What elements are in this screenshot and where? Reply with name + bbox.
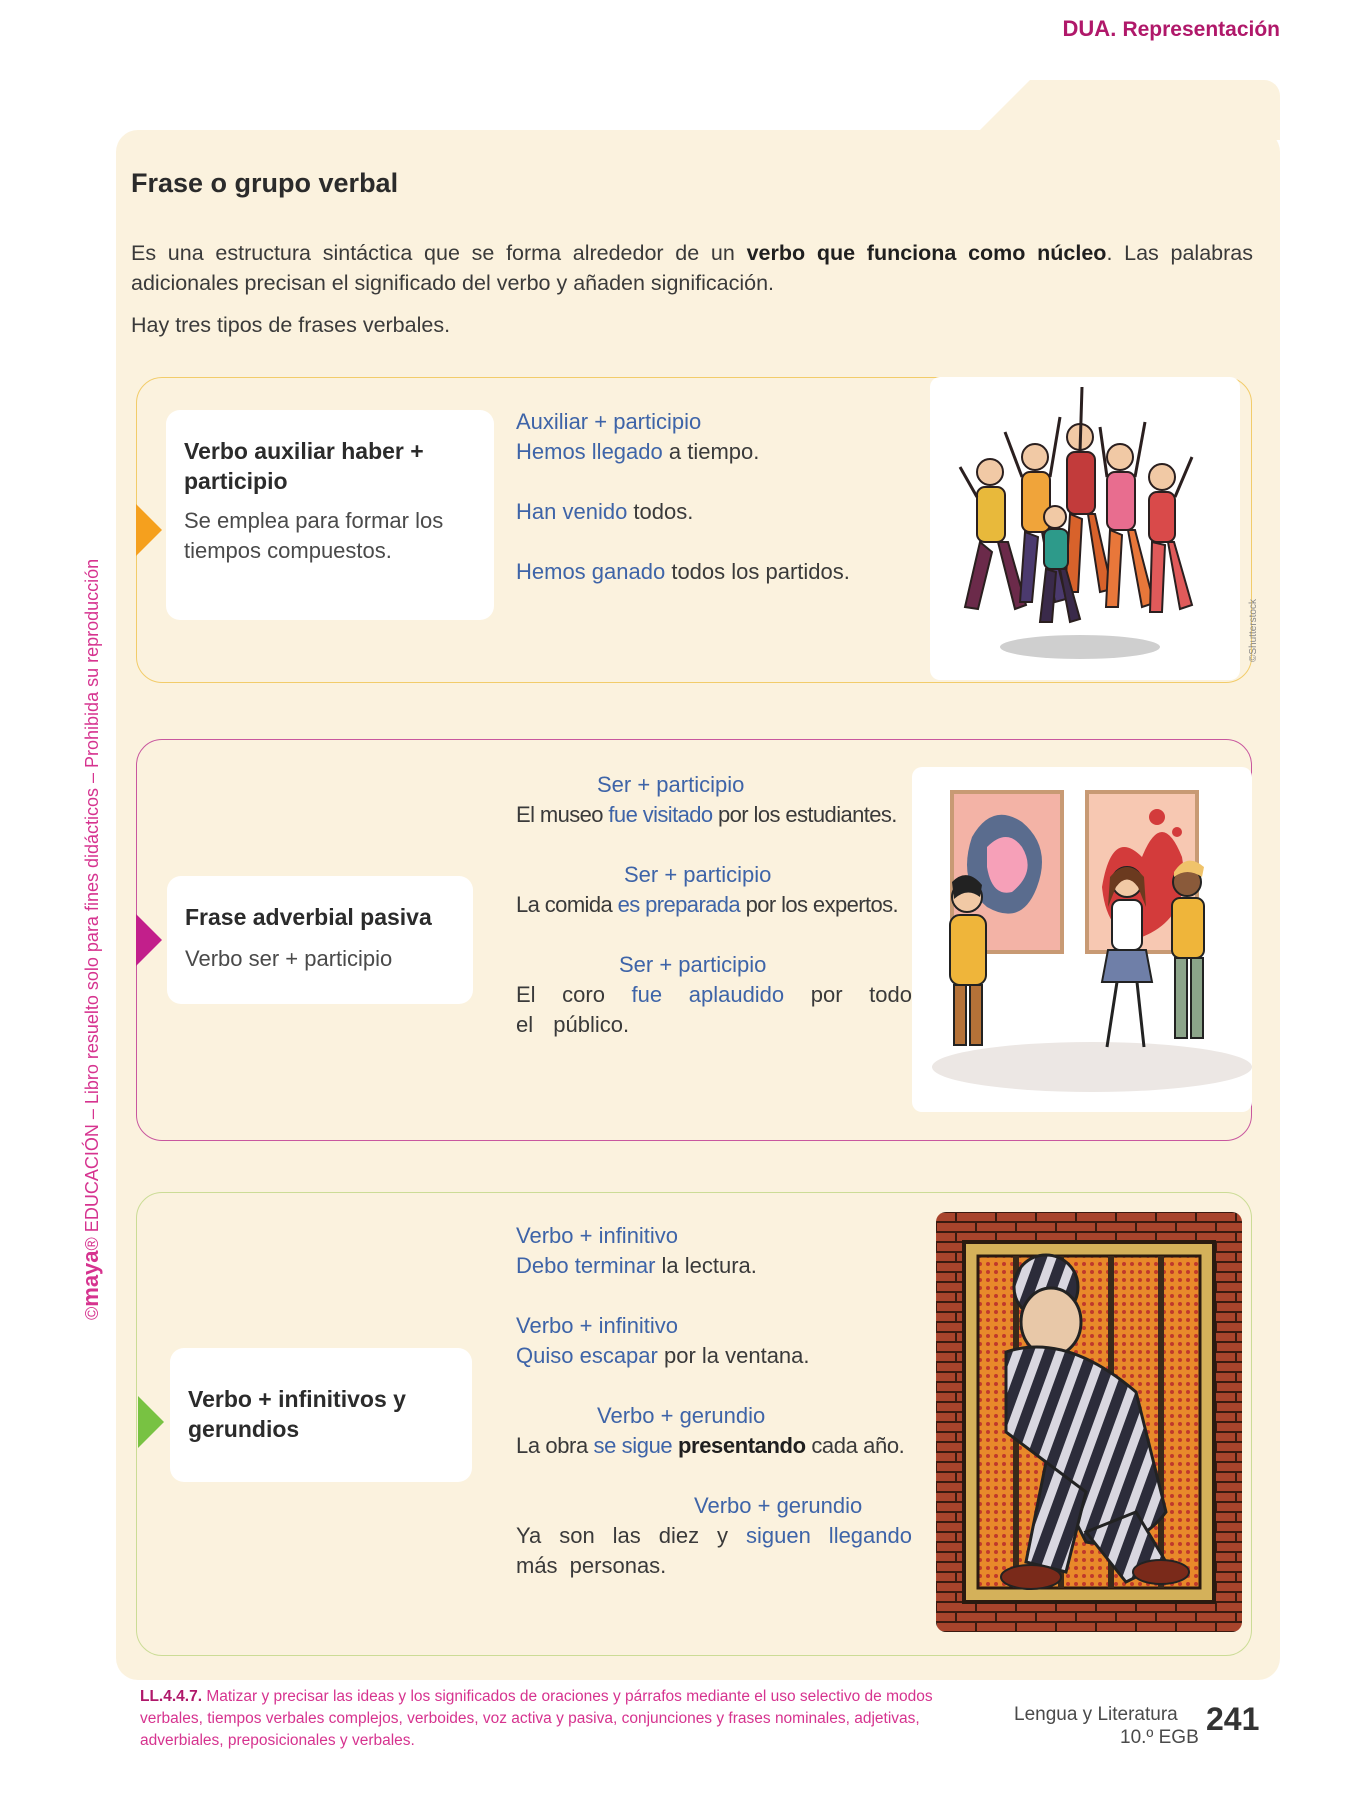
intro-part-a: Es una estructura sintáctica que se forma alrededor de un bbox=[131, 241, 735, 265]
card-text: Verbo ser + participio bbox=[185, 946, 393, 971]
dua-tab-label bbox=[1063, 16, 1280, 42]
curriculum-code: LL.4.4.7. bbox=[140, 1688, 203, 1705]
example-sentence bbox=[516, 980, 912, 1040]
example-verb: Quiso escapar bbox=[516, 1343, 658, 1368]
formula-label: Verbo + infinitivo bbox=[516, 1223, 679, 1248]
curriculum-note bbox=[140, 1686, 980, 1752]
example-sentence bbox=[516, 557, 850, 587]
example-part: cada año. bbox=[805, 1433, 905, 1458]
dua-tab-bold: DUA. bbox=[1062, 16, 1117, 41]
section-arrow-magenta bbox=[136, 914, 162, 966]
example-verb: Han venido bbox=[516, 499, 628, 524]
example-part: por los expertos. bbox=[740, 892, 899, 917]
image-credit: ©Shutterstock bbox=[1248, 599, 1259, 662]
copyright-text: EDUCACIÓN – Libro resuelto solo para fines didácticos – Prohibida su reproducción bbox=[82, 558, 102, 1233]
card-pasiva bbox=[167, 876, 473, 1004]
example-rest: por la ventana. bbox=[657, 1343, 810, 1368]
card-auxiliar bbox=[166, 410, 494, 620]
intro-part-b: . Las palabras adicionales precisan el significado del verbo y añaden significación. bbox=[131, 241, 1253, 295]
example-sentence bbox=[516, 497, 693, 527]
formula-label: Verbo + infinitivo bbox=[516, 1313, 679, 1338]
brand-name: maya bbox=[78, 1250, 103, 1307]
dua-tab bbox=[970, 80, 1280, 140]
formula-label: Verbo + gerundio bbox=[694, 1493, 863, 1518]
example-sentence bbox=[516, 1431, 904, 1461]
example-verb: fue bbox=[631, 982, 663, 1007]
copyright-side-note: ©maya® EDUCACIÓN – Libro resuelto solo para fines didácticos – Prohibida su reproducción bbox=[78, 558, 103, 1320]
example-part: por todo el público. bbox=[516, 982, 912, 1037]
intro-bold: verbo que funciona como núcleo bbox=[746, 241, 1107, 265]
example-verb: Debo terminar bbox=[516, 1253, 656, 1278]
card-infinitivos bbox=[170, 1348, 472, 1482]
example-sentence bbox=[516, 1251, 757, 1281]
intro-paragraph bbox=[131, 238, 1253, 298]
example-sentence bbox=[516, 1341, 810, 1371]
formula-label: Ser + participio bbox=[597, 772, 745, 797]
section-arrow-green bbox=[138, 1396, 164, 1448]
section-arrow-orange bbox=[136, 504, 162, 556]
formula-label: Auxiliar + participio bbox=[516, 409, 702, 434]
example-part: La obra bbox=[516, 1433, 594, 1458]
example-rest: la lectura. bbox=[655, 1253, 757, 1278]
example-sentence bbox=[516, 1521, 912, 1581]
example-rest: todos los partidos. bbox=[665, 559, 850, 584]
example-sentence bbox=[516, 890, 898, 920]
example-verb: siguen llegando bbox=[746, 1523, 912, 1548]
example-verb: es preparada bbox=[617, 892, 741, 917]
dancing-people-illustration bbox=[930, 377, 1240, 680]
card-text: Se emplea para formar los tiempos compuestos. bbox=[184, 508, 444, 563]
example-verb: se sigue bbox=[593, 1433, 673, 1458]
footer-grade: 10.º EGB bbox=[1120, 1727, 1199, 1748]
dua-tab-sub: Representación bbox=[1122, 18, 1280, 41]
example-verb: aplaudido bbox=[688, 982, 785, 1007]
card-title: Frase adverbial pasiva bbox=[185, 904, 432, 930]
intro-types: Hay tres tipos de frases verbales. bbox=[131, 313, 451, 337]
example-verb: fue visitado bbox=[608, 802, 713, 827]
example-part: El coro bbox=[516, 982, 632, 1007]
example-part: La comida bbox=[516, 892, 618, 917]
curriculum-text: Matizar y precisar las ideas y los significados de oraciones y párrafos mediante el uso selectivo de modos verbales, tiempos verbales complejos, verboides, voz activa y pasiva, conjunciones y frases nominales, adjetivas, adverbiales, preposicionales y verbales. bbox=[140, 1688, 933, 1749]
card-title: Verbo + infinitivos y gerundios bbox=[188, 1386, 406, 1442]
example-sentence bbox=[516, 800, 897, 830]
footer-subject: Lengua y Literatura bbox=[1014, 1704, 1178, 1725]
example-part: El museo bbox=[516, 802, 609, 827]
formula-label: Verbo + gerundio bbox=[597, 1403, 766, 1428]
example-part: Ya son las diez y bbox=[516, 1523, 747, 1548]
formula-label: Ser + participio bbox=[619, 952, 767, 977]
page-number: 241 bbox=[1206, 1701, 1260, 1737]
example-verb: Hemos ganado bbox=[516, 559, 666, 584]
museum-visit-illustration bbox=[912, 767, 1252, 1112]
page-title: Frase o grupo verbal bbox=[131, 168, 399, 198]
example-rest: todos. bbox=[627, 499, 694, 524]
formula-label: Ser + participio bbox=[624, 862, 772, 887]
example-gerund: presentando bbox=[678, 1433, 806, 1458]
prisoner-escape-illustration bbox=[936, 1212, 1242, 1632]
example-sentence bbox=[516, 437, 759, 467]
example-part: por los estudiantes. bbox=[712, 802, 897, 827]
example-verb: Hemos llegado bbox=[516, 439, 663, 464]
example-part: más personas. bbox=[516, 1553, 667, 1578]
card-title: Verbo auxiliar haber + participio bbox=[184, 438, 424, 494]
example-rest: a tiempo. bbox=[662, 439, 760, 464]
